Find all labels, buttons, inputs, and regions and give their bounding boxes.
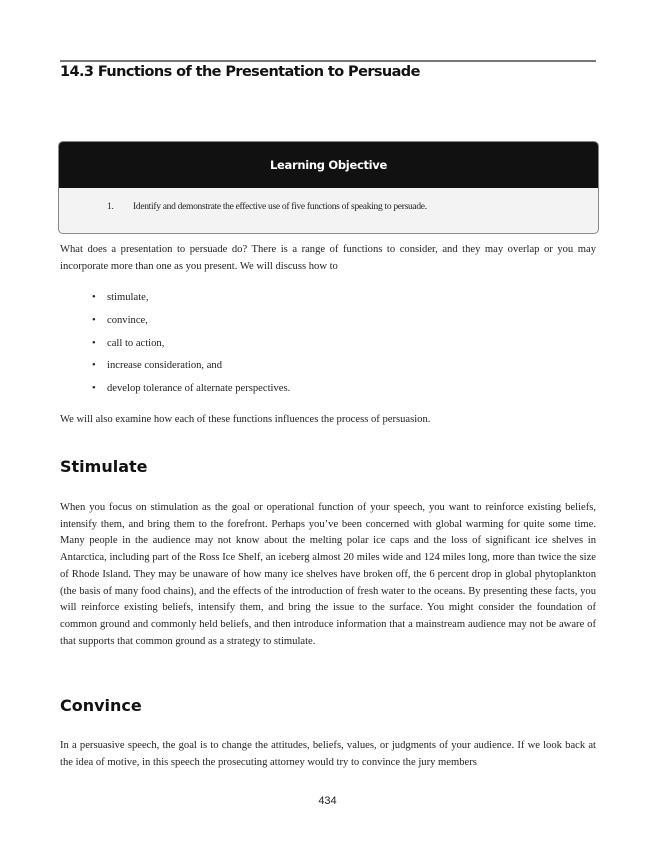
intro-paragraph: What does a presentation to persuade do? There is a range of functions to consider, and they may overlap or you may incorporate more than one as you present. We will discuss how to bbox=[60, 244, 596, 272]
learning-objective-box bbox=[58, 141, 599, 234]
convince-paragraph: In a persuasive speech, the goal is to change the attitudes, beliefs, values, or judgments of your audience. If we look back at the idea of motive, in this speech the prosecuting attorney would try to convince the jury members bbox=[60, 740, 596, 768]
list-item: • stimulate, bbox=[92, 290, 290, 313]
list-item: • convince, bbox=[92, 313, 290, 336]
section-heading-stimulate: Stimulate bbox=[60, 457, 148, 476]
list-item: • increase consideration, and bbox=[92, 358, 290, 381]
objective-item bbox=[107, 202, 427, 212]
page-title: 14.3 Functions of the Presentation to Persuade bbox=[60, 64, 420, 80]
learning-objective-heading: Learning Objective bbox=[59, 142, 598, 188]
list-item: • develop tolerance of alternate perspectives. bbox=[92, 381, 290, 404]
list-item: • call to action, bbox=[92, 336, 290, 359]
section-heading-convince: Convince bbox=[60, 696, 142, 715]
objective-number: 1. bbox=[107, 202, 114, 212]
stimulate-paragraph: When you focus on stimulation as the goal or operational function of your speech, you want to reinforce existing beliefs, intensify them, and bring them to the forefront. Perhaps you’ve been concerned with global warming for quite some time. Many people in the audience may not know about the melting polar ice caps and the loss of significant ice shelves in Antarctica, including part of the Ross Ice Shelf, an iceberg almost 20 miles wide and 124 miles long, more than twice the size of Rhode Island. They may be unaware of how many ice shelves have broken off, the 6 percent drop in global phytoplankton (the basis of many food chains), and the effects of the introduction of fresh water to the oceans. By presenting these facts, you will reinforce existing beliefs, intensify them, and bring the issue to the surface. You might consider the foundation of common ground and commonly held beliefs, and then introduce information that a mainstream audience may not be aware of that supports that common ground as a strategy to stimulate. bbox=[60, 502, 596, 647]
title-rule bbox=[60, 60, 596, 62]
page-number: 434 bbox=[318, 795, 337, 807]
function-list bbox=[92, 290, 290, 404]
objective-text: Identify and demonstrate the effective use of five functions of speaking to persuade. bbox=[133, 202, 427, 212]
intro-end-paragraph: We will also examine how each of these functions influences the process of persuasion. bbox=[60, 414, 431, 425]
